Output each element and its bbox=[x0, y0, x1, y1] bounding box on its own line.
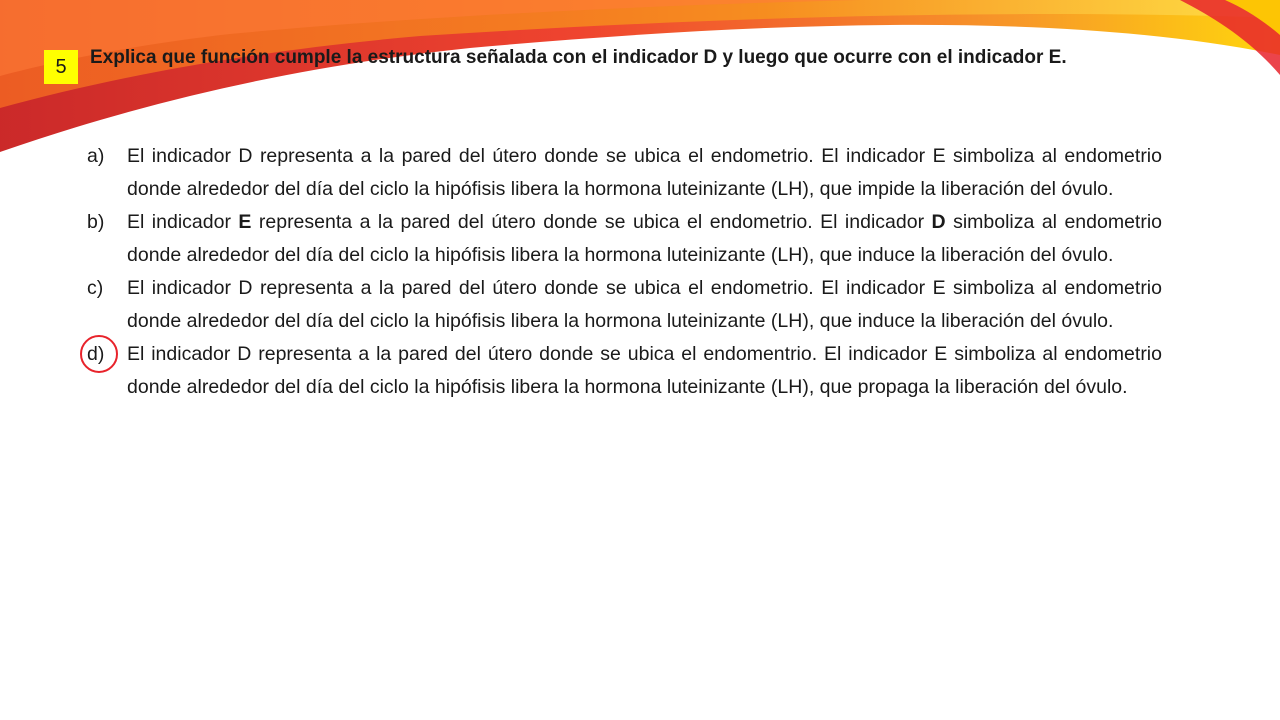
option-text: El indicador D representa a la pared del útero donde se ubica el endometrio. El indicador E simboliza al endometrio donde alrededor del día del ciclo la hipófisis libera la hormona luteinizante (LH), que impide la liberación del óvulo. bbox=[127, 145, 1162, 200]
option-letter: d) bbox=[87, 343, 105, 365]
option-letter: c) bbox=[87, 277, 104, 299]
question-text: Explica que función cumple la estructura señalada con el indicador D y luego que ocurre con el indicador E. bbox=[90, 47, 1067, 68]
selected-answer-circle bbox=[80, 335, 118, 373]
option-bold-indicator: E bbox=[238, 211, 252, 233]
option-text-segment: El indicador bbox=[127, 211, 239, 233]
option-d[interactable] bbox=[87, 338, 1162, 404]
option-b[interactable] bbox=[87, 206, 1162, 272]
option-a[interactable] bbox=[87, 140, 1162, 206]
option-text: El indicador D representa a la pared del útero donde se ubica el endomentrio. El indicador E simboliza al endometrio donde alrededor del día del ciclo la hipófisis libera la hormona luteinizante (LH), que propaga la liberación del óvulo. bbox=[127, 343, 1162, 398]
option-text-segment: representa a la pared del útero donde se ubica el endometrio. El indicador bbox=[251, 211, 932, 233]
option-letter: b) bbox=[87, 211, 105, 233]
question-number-badge bbox=[44, 50, 78, 84]
option-letter: a) bbox=[87, 145, 105, 167]
question-number: 5 bbox=[55, 56, 67, 78]
option-c[interactable] bbox=[87, 272, 1162, 338]
answer-options bbox=[87, 140, 1162, 404]
option-text: El indicador D representa a la pared del útero donde se ubica el endometrio. El indicador E simboliza al endometrio donde alrededor del día del ciclo la hipófisis libera la hormona luteinizante (LH), que induce la liberación del óvulo. bbox=[127, 277, 1162, 332]
option-text bbox=[127, 206, 1162, 272]
option-text-segment: simboliza al endometrio donde alrededor del día del ciclo la hipófisis libera la hormona luteinizante (LH), que induce la liberación del óvulo. bbox=[127, 211, 1163, 266]
option-bold-indicator: D bbox=[931, 211, 946, 233]
